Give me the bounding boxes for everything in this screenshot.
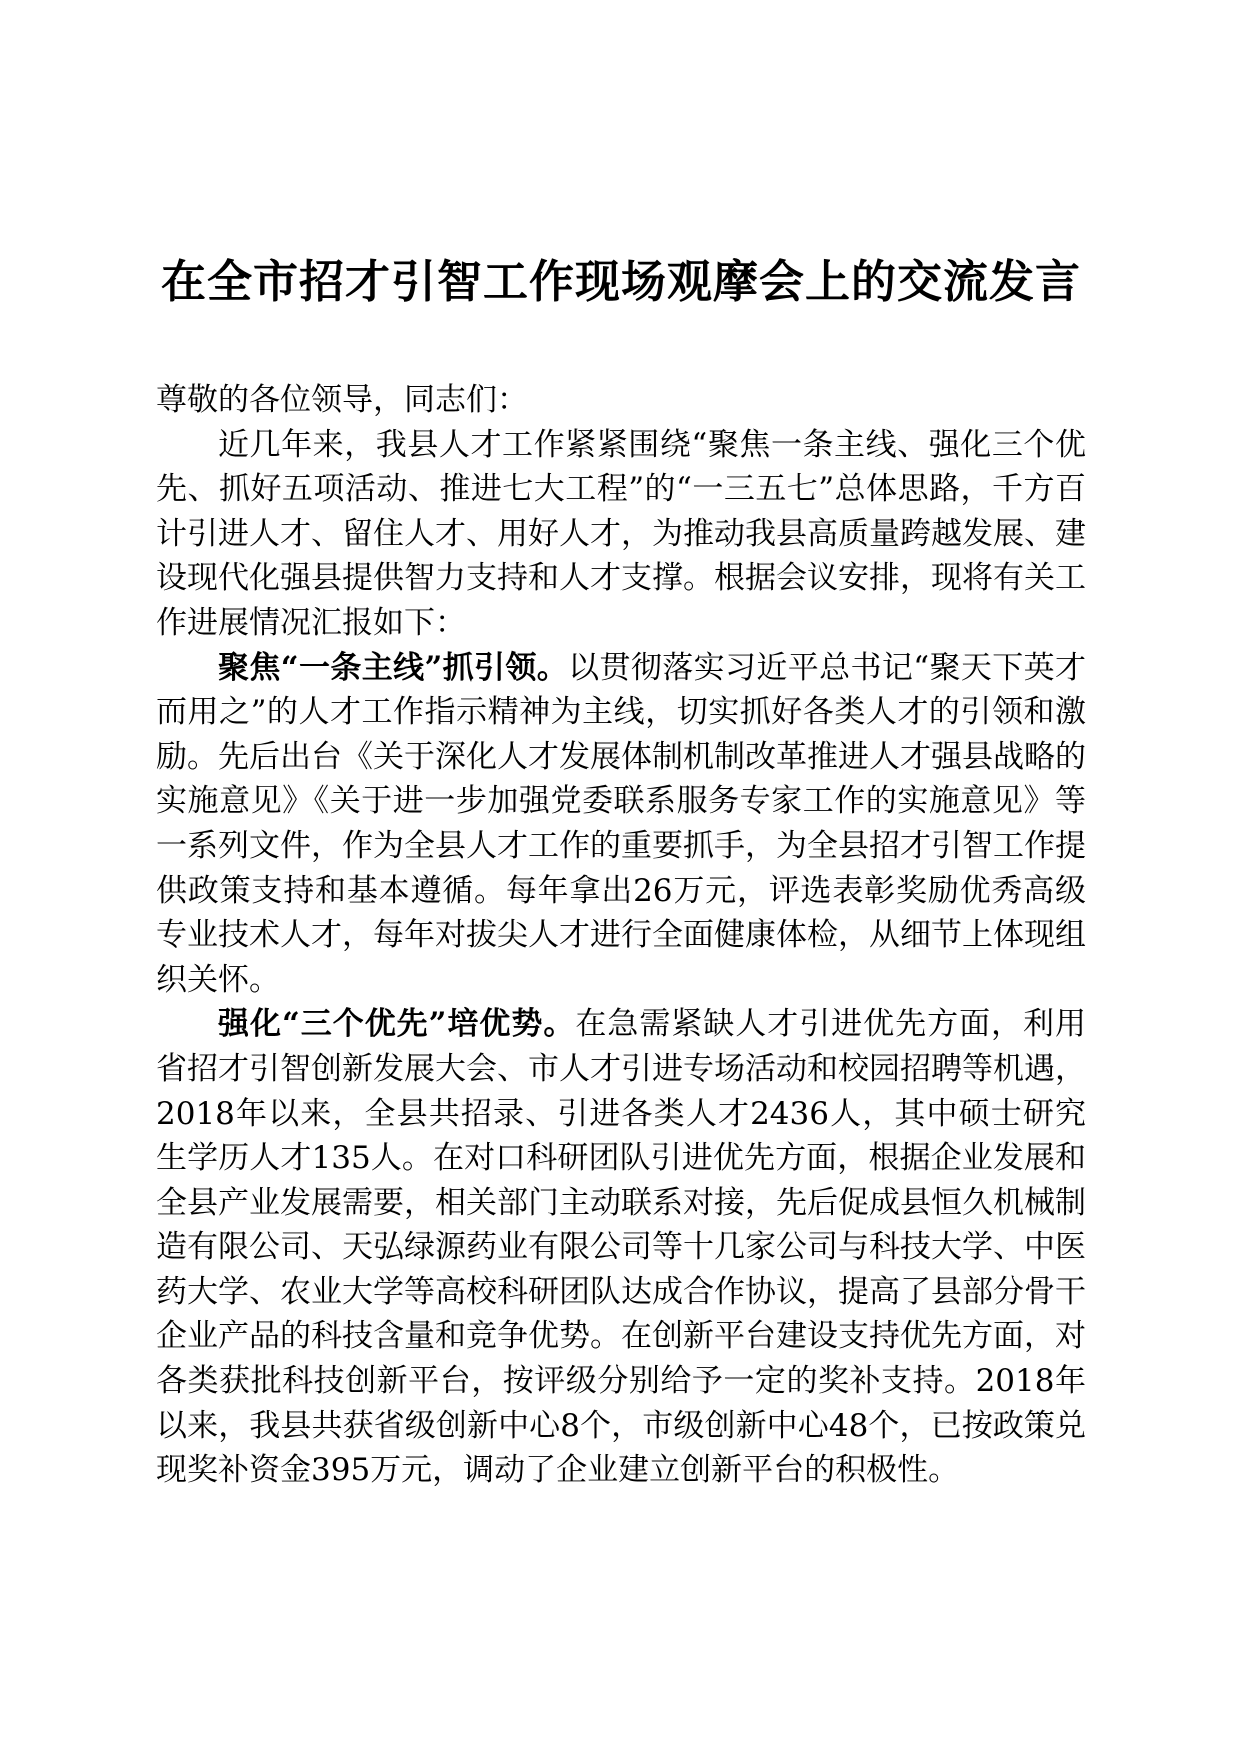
paragraph-text: 以贯彻落实习近平总书记“聚天下英才而用之”的人才工作指示精神为主线，切实抓好各类人才的引领和激励。先后出台《关于深化人才发展体制机制改革推进人才强县战略的实施意见》《关于进一步加强党委联系服务专家工作的实施意见》等一系列文件，作为全县人才工作的重要抓手，为全县招才引智工作提供政策支持和基本遵循。每年拿出26万元，评选表彰奖励优秀高级专业技术人才，每年对拔尖人才进行全面健康体检，从细节上体现组织关怀。 xyxy=(156,649,1086,998)
paragraph-lead: 聚焦“一条主线”抓引领。 xyxy=(218,649,569,686)
paragraph-text: 近几年来，我县人才工作紧紧围绕“聚焦一条主线、强化三个优先、抓好五项活动、推进七大工程”的“一三五七”总体思路，千方百计引进人才、留住人才、用好人才，为推动我县高质量跨越发展、建设现代化强县提供智力支持和人才支撑。根据会议安排，现将有关工作进展情况汇报如下： xyxy=(156,426,1086,641)
paragraph-text: 在急需紧缺人才引进优先方面，利用省招才引智创新发展大会、市人才引进专场活动和校园招聘等机遇，2018年以来，全县共招录、引进各类人才2436人，其中硕士研究生学历人才135人。在对口科研团队引进优先方面，根据企业发展和全县产业发展需要，相关部门主动联系对接，先后促成县恒久机械制造有限公司、天弘绿源药业有限公司等十几家公司与科技大学、中医药大学、农业大学等高校科研团队达成合作协议，提高了县部分骨干企业产品的科技含量和竞争优势。在创新平台建设支持优先方面，对各类获批科技创新平台，按评级分别给予一定的奖补支持。2018年以来，我县共获省级创新中心8个，市级创新中心48个，已按政策兑现奖补资金395万元，调动了企业建立创新平台的积极性。 xyxy=(156,1006,1087,1489)
paragraph-main-line xyxy=(156,646,1086,1003)
paragraph-intro xyxy=(156,423,1086,646)
salutation: 尊敬的各位领导，同志们： xyxy=(156,382,528,418)
paragraph-lead: 强化“三个优先”培优势。 xyxy=(218,1006,576,1043)
document-title: 在全市招才引智工作现场观摩会上的交流发言 xyxy=(160,255,1081,308)
document-body xyxy=(156,378,1086,1493)
paragraph-three-priorities xyxy=(156,1002,1086,1493)
